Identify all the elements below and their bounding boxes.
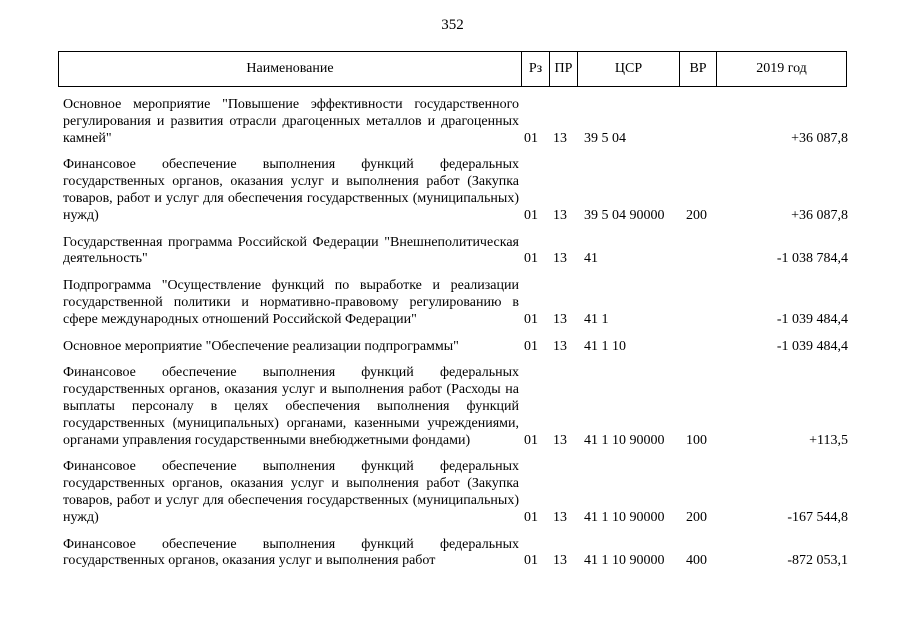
- row-csr: 41 1: [584, 311, 609, 327]
- table-row: [63, 339, 848, 356]
- row-name: Финансовое обеспечение выполнения функций федеральных государственных органов, оказания услуг и выполнения работ (Расходы на выплаты персоналу в целях обеспечения выполнения функций государственных (муниципальных) органами, казенными учреждениями, органами управления государственными внебюджетными фондами): [63, 365, 519, 448]
- row-csr: 41 1 10 90000: [584, 432, 665, 448]
- row-csr: 41 1 10 90000: [584, 553, 665, 569]
- row-pr: 13: [553, 130, 567, 146]
- column-header-rz: Рз: [522, 52, 550, 86]
- row-name: Финансовое обеспечение выполнения функций федеральных государственных органов, оказания услуг и выполнения работ (Закупка товаров, работ и услуг для обеспечения государственных (муниципальных) нужд): [63, 459, 519, 525]
- row-vr: 200: [686, 509, 707, 525]
- table-row: [63, 537, 848, 571]
- page-number: 352: [441, 17, 464, 33]
- row-csr: 41 1 10 90000: [584, 509, 665, 525]
- row-sum: -1 038 784,4: [776, 251, 848, 267]
- row-csr: 39 5 04: [584, 130, 626, 146]
- row-pr: 13: [553, 553, 567, 569]
- row-pr: 13: [553, 311, 567, 327]
- column-header-csr: ЦСР: [578, 52, 680, 86]
- row-name: Основное мероприятие "Повышение эффективности государственного регулирования и развития отрасли драгоценных металлов и драгоценных камней": [63, 97, 519, 146]
- table-row: [63, 459, 848, 526]
- table-row: [63, 97, 848, 147]
- row-csr: 39 5 04 90000: [584, 207, 665, 223]
- column-header-year: 2019 год: [756, 61, 807, 76]
- row-vr: 200: [686, 207, 707, 223]
- row-pr: 13: [553, 207, 567, 223]
- row-rz: 01: [524, 432, 538, 448]
- column-header-name: Наименование: [59, 52, 522, 86]
- row-pr: 13: [553, 432, 567, 448]
- row-sum: +113,5: [809, 432, 848, 448]
- row-vr: 400: [686, 553, 707, 569]
- row-sum: -1 039 484,4: [776, 338, 848, 354]
- row-rz: 01: [524, 251, 538, 267]
- row-name: Основное мероприятие "Обеспечение реализации подпрограммы": [63, 338, 459, 354]
- row-sum: +36 087,8: [791, 130, 848, 146]
- table-row: [63, 278, 848, 328]
- row-rz: 01: [524, 207, 538, 223]
- row-rz: 01: [524, 311, 538, 327]
- row-csr: 41 1 10: [584, 338, 626, 354]
- row-name: Финансовое обеспечение выполнения функций федеральных государственных органов, оказания услуг и выполнения работ (Закупка товаров, работ и услуг для обеспечения государственных (муниципальных) нужд): [63, 157, 519, 223]
- row-pr: 13: [553, 509, 567, 525]
- table-row: [63, 365, 848, 449]
- row-pr: 13: [553, 338, 567, 354]
- row-name: Финансовое обеспечение выполнения функций федеральных государственных органов, оказания услуг и выполнения работ: [63, 536, 519, 569]
- row-name: Подпрограмма "Осуществление функций по выработке и реализации государственной политики и нормативно-правовому регулированию в сфере международных отношений Российской Федерации": [63, 278, 519, 327]
- row-pr: 13: [553, 251, 567, 267]
- row-rz: 01: [524, 338, 538, 354]
- column-header-vr: ВР: [680, 52, 717, 86]
- row-sum: -872 053,1: [787, 553, 848, 569]
- row-vr: 100: [686, 432, 707, 448]
- row-csr: 41: [584, 251, 598, 267]
- row-sum: -1 039 484,4: [776, 311, 848, 327]
- table-row: [63, 235, 848, 269]
- row-rz: 01: [524, 509, 538, 525]
- table-row: [63, 157, 848, 224]
- column-header-pr: ПР: [550, 52, 578, 86]
- row-rz: 01: [524, 553, 538, 569]
- row-sum: -167 544,8: [787, 509, 848, 525]
- table-header: [58, 51, 847, 87]
- table-body: [63, 97, 848, 580]
- row-name: Государственная программа Российской Федерации "Внешнеполитическая деятельность": [63, 234, 519, 267]
- row-sum: +36 087,8: [791, 207, 848, 223]
- row-rz: 01: [524, 130, 538, 146]
